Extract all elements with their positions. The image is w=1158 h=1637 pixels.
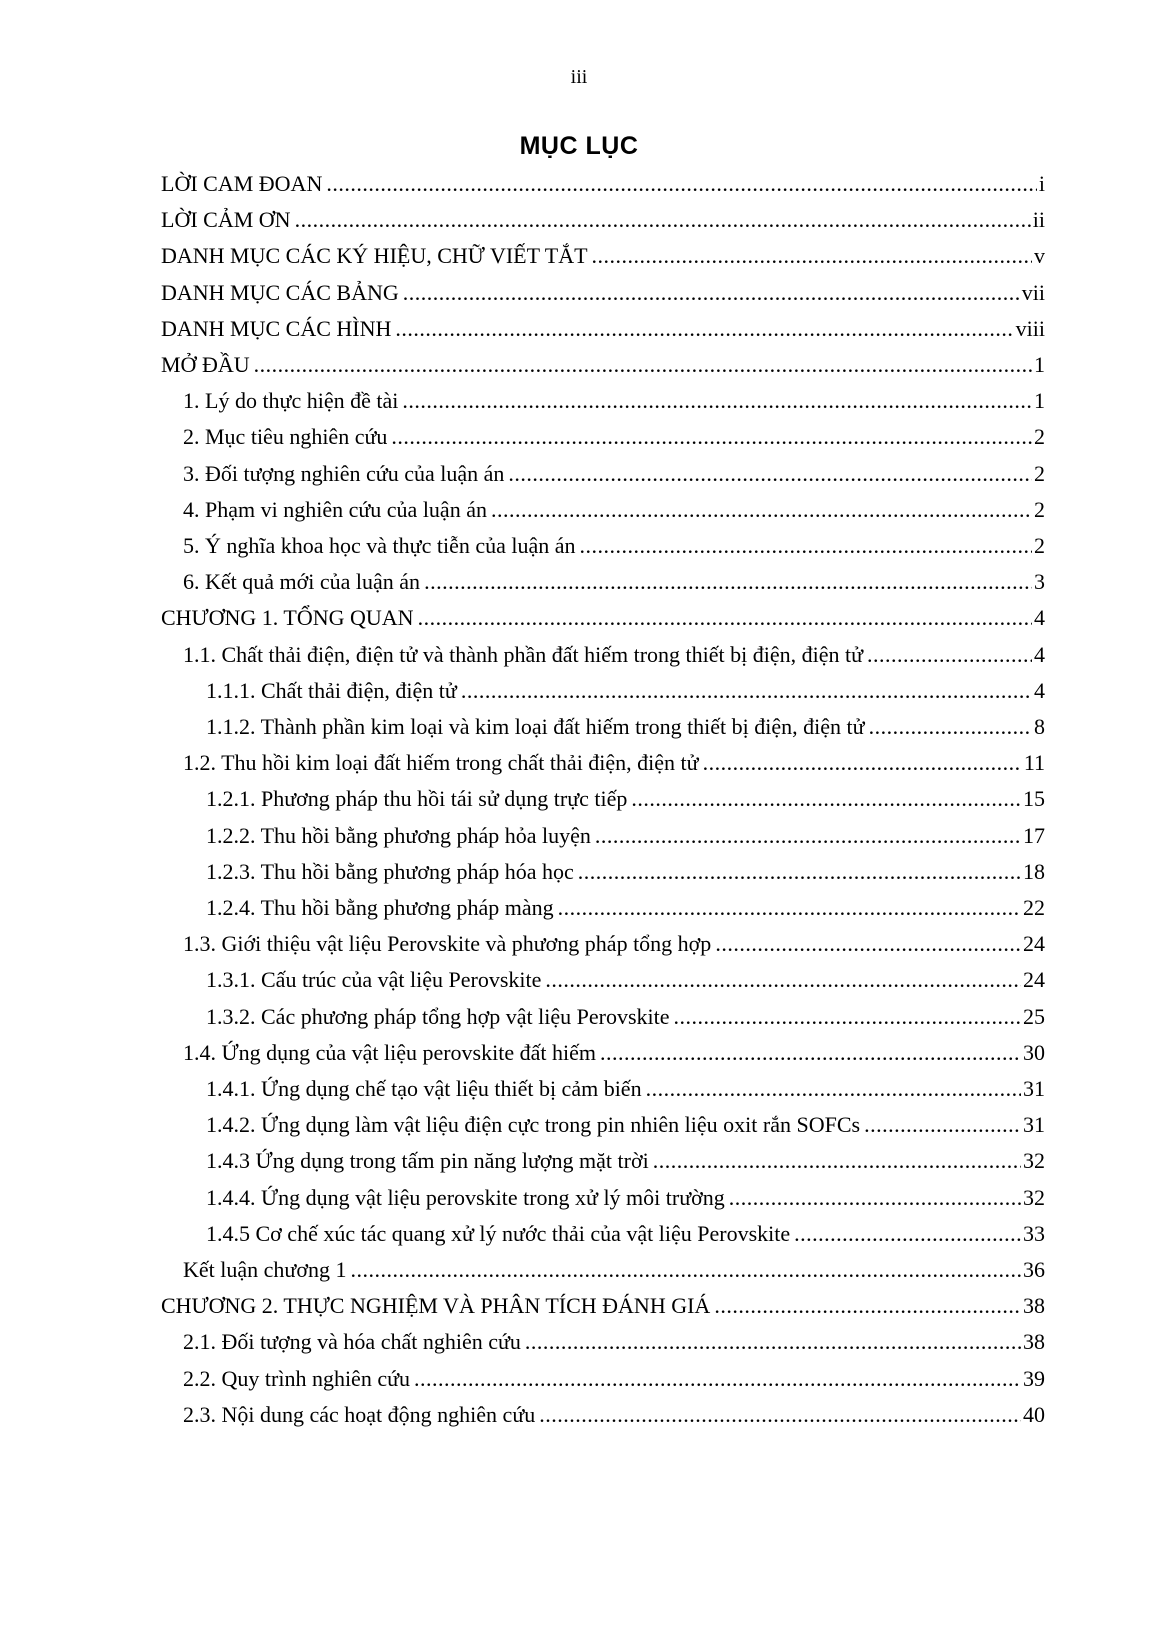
- dot-leader: [391, 421, 1032, 453]
- toc-entry-page: 36: [1023, 1257, 1045, 1282]
- toc-entry-page: 18: [1023, 858, 1045, 884]
- toc-entry[interactable]: [183, 530, 1045, 562]
- dot-leader: [729, 1182, 1021, 1214]
- toc-entry-label: 2.1. Đối tượng và hóa chất nghiên cứu: [183, 1329, 521, 1355]
- page-number: iii: [570, 66, 588, 88]
- dot-leader: [595, 820, 1021, 852]
- toc-entry-label: 1.1. Chất thải điện, điện tử và thành phần đất hiếm trong thiết bị điện, điện tử: [183, 641, 864, 667]
- toc-entry-label: 2.2. Quy trình nghiên cứu: [183, 1365, 411, 1391]
- toc-entry-label: MỞ ĐẦU: [161, 352, 250, 377]
- toc-entry-page: 15: [1023, 786, 1045, 812]
- toc-entry[interactable]: [206, 1073, 1045, 1105]
- dot-leader: [525, 1326, 1021, 1358]
- toc-entry-label: 1.2.4. Thu hồi bằng phương pháp màng: [206, 895, 554, 920]
- toc-entry[interactable]: [161, 313, 1045, 345]
- toc-entry-page: 4: [1034, 677, 1045, 703]
- dot-leader: [508, 458, 1032, 490]
- toc-entry-page: 32: [1023, 1184, 1045, 1210]
- toc-entry-label: 1.4. Ứng dụng của vật liệu perovskite đất hiếm: [183, 1039, 596, 1065]
- toc-entry[interactable]: [206, 892, 1045, 924]
- toc-entry-page: 25: [1023, 1003, 1045, 1029]
- dot-leader: [703, 747, 1022, 779]
- dot-leader: [461, 675, 1032, 707]
- toc-entry[interactable]: [206, 1001, 1045, 1033]
- toc-entry-page: 38: [1023, 1293, 1045, 1319]
- toc-entry-page: 24: [1023, 931, 1045, 957]
- dot-leader: [402, 385, 1032, 417]
- toc-entry[interactable]: [206, 820, 1045, 852]
- dot-leader: [403, 277, 1020, 309]
- dot-leader: [254, 349, 1032, 381]
- dot-leader: [653, 1145, 1021, 1177]
- toc-entry-page: 11: [1023, 750, 1045, 776]
- dot-leader: [631, 783, 1021, 815]
- dot-leader: [395, 313, 1013, 345]
- toc-entry-label: 1.4.1. Ứng dụng chế tạo vật liệu thiết bị cảm biến: [206, 1076, 642, 1101]
- dot-leader: [578, 856, 1021, 888]
- toc-entry[interactable]: [183, 1363, 1045, 1395]
- toc-entry-page: 24: [1023, 967, 1045, 993]
- dot-leader: [418, 602, 1032, 634]
- dot-leader: [867, 639, 1032, 671]
- toc-entry-page: 39: [1023, 1365, 1045, 1391]
- toc-entry-label: 1.2. Thu hồi kim loại đất hiếm trong chất thải điện, điện tử: [183, 750, 699, 776]
- toc-entry-page: 2: [1034, 424, 1045, 450]
- dot-leader: [646, 1073, 1021, 1105]
- toc-entry-page: viii: [1015, 315, 1045, 341]
- toc-entry-label: 1.4.2. Ứng dụng làm vật liệu điện cực trong pin nhiên liệu oxit rắn SOFCs: [206, 1112, 861, 1138]
- dot-leader: [592, 240, 1032, 272]
- toc-entry-label: DANH MỤC CÁC KÝ HIỆU, CHỮ VIẾT TẮT: [161, 243, 588, 269]
- toc-entry-label: 1.1.2. Thành phần kim loại và kim loại đất hiếm trong thiết bị điện, điện tử: [206, 714, 865, 739]
- toc-entry-page: 1: [1034, 388, 1045, 414]
- toc-entry-label: 6. Kết quả mới của luận án: [183, 569, 421, 595]
- page-title: MỤC LỤC: [519, 132, 639, 160]
- toc-entry[interactable]: [183, 566, 1045, 598]
- toc-entry[interactable]: [183, 458, 1045, 490]
- dot-leader: [545, 964, 1021, 996]
- toc-entry-label: 1.1.1. Chất thải điện, điện tử: [206, 677, 457, 703]
- dot-leader: [794, 1218, 1021, 1250]
- dot-leader: [414, 1363, 1021, 1395]
- toc-entry-page: 2: [1034, 460, 1045, 486]
- toc-entry-label: 1.3.1. Cấu trúc của vật liệu Perovskite: [206, 967, 542, 993]
- toc-entry-label: 1.4.4. Ứng dụng vật liệu perovskite trong xử lý môi trường: [206, 1184, 725, 1210]
- toc-entry-page: vii: [1021, 279, 1045, 305]
- toc-entry[interactable]: [206, 1182, 1045, 1214]
- toc-entry[interactable]: [206, 1109, 1045, 1141]
- toc-entry[interactable]: [183, 421, 1045, 453]
- toc-entry[interactable]: [161, 168, 1045, 200]
- toc-entry-label: 1.3. Giới thiệu vật liệu Perovskite và phương pháp tổng hợp: [183, 931, 712, 957]
- dot-leader: [714, 1290, 1021, 1322]
- toc-entry-label: LỜI CAM ĐOAN: [161, 171, 323, 196]
- toc-entry[interactable]: [161, 277, 1045, 309]
- toc-entry-page: 31: [1023, 1076, 1045, 1101]
- toc-entry[interactable]: [183, 747, 1045, 779]
- toc-entry-label: 1.2.3. Thu hồi bằng phương pháp hóa học: [206, 858, 574, 884]
- toc-entry-label: 1.4.3 Ứng dụng trong tấm pin năng lượng mặt trời: [206, 1148, 649, 1174]
- toc-entry-page: 2: [1034, 496, 1045, 522]
- toc-entry-page: 38: [1023, 1329, 1045, 1355]
- toc-entry-page: 31: [1023, 1112, 1045, 1138]
- toc-entry[interactable]: [161, 1290, 1045, 1322]
- dot-leader: [424, 566, 1032, 598]
- toc-entry[interactable]: [206, 711, 1045, 743]
- toc-entry-label: 1.4.5 Cơ chế xúc tác quang xử lý nước thải của vật liệu Perovskite: [206, 1220, 791, 1246]
- toc-entry[interactable]: [183, 494, 1045, 526]
- dot-leader: [326, 168, 1037, 200]
- toc-entry-label: Kết luận chương 1: [183, 1257, 347, 1282]
- toc-entry-page: 3: [1034, 569, 1045, 595]
- toc-entry[interactable]: [183, 639, 1045, 671]
- toc-entry-label: 1. Lý do thực hiện đề tài: [183, 388, 399, 414]
- toc-entry-page: 4: [1034, 641, 1045, 667]
- toc-entry[interactable]: [183, 1037, 1045, 1069]
- dot-leader: [558, 892, 1021, 924]
- toc-entry-page: ii: [1032, 207, 1045, 233]
- toc-entry[interactable]: [206, 964, 1045, 996]
- toc-entry-page: 40: [1023, 1401, 1045, 1427]
- toc-entry-label: 5. Ý nghĩa khoa học và thực tiễn của luận án: [183, 533, 576, 558]
- toc-entry-label: CHƯƠNG 2. THỰC NGHIỆM VÀ PHÂN TÍCH ĐÁNH GIÁ: [161, 1293, 711, 1319]
- toc-entry-page: 30: [1023, 1039, 1045, 1065]
- toc-entry[interactable]: [183, 1399, 1045, 1431]
- toc-entry[interactable]: [206, 1145, 1045, 1177]
- toc-entry[interactable]: [183, 1326, 1045, 1358]
- toc-entry-page: 22: [1023, 895, 1045, 920]
- toc-entry[interactable]: [206, 856, 1045, 888]
- toc-entry-label: 1.2.2. Thu hồi bằng phương pháp hỏa luyện: [206, 822, 591, 848]
- toc-entry[interactable]: [206, 675, 1045, 707]
- dot-leader: [539, 1399, 1021, 1431]
- toc-entry-page: 17: [1023, 822, 1045, 848]
- toc-entry-label: 3. Đối tượng nghiên cứu của luận án: [183, 460, 505, 486]
- toc-entry[interactable]: [161, 204, 1045, 236]
- toc-entry-label: 1.2.1. Phương pháp thu hồi tái sử dụng trực tiếp: [206, 786, 628, 812]
- toc-entry[interactable]: [161, 602, 1045, 634]
- dot-leader: [674, 1001, 1021, 1033]
- toc-entry-label: LỜI CẢM ƠN: [161, 207, 291, 233]
- toc-entry-label: 2. Mục tiêu nghiên cứu: [183, 424, 388, 450]
- toc-entry-page: 1: [1034, 352, 1045, 377]
- toc-entry-page: v: [1034, 243, 1045, 269]
- dot-leader: [350, 1254, 1021, 1286]
- toc-entry[interactable]: [206, 783, 1045, 815]
- dot-leader: [869, 711, 1032, 743]
- toc-entry-label: DANH MỤC CÁC HÌNH: [161, 315, 392, 341]
- toc-entry-label: 2.3. Nội dung các hoạt động nghiên cứu: [183, 1401, 536, 1427]
- toc-entry-page: 32: [1023, 1148, 1045, 1174]
- toc-entry-page: 33: [1023, 1220, 1045, 1246]
- dot-leader: [295, 204, 1031, 236]
- dot-leader: [715, 928, 1021, 960]
- toc-entry-page: 8: [1034, 714, 1045, 739]
- toc-entry-page: 2: [1034, 533, 1045, 558]
- toc-entry[interactable]: [161, 349, 1045, 381]
- dot-leader: [491, 494, 1032, 526]
- toc-entry-label: 1.3.2. Các phương pháp tổng hợp vật liệu Perovskite: [206, 1003, 670, 1029]
- toc-entry-label: DANH MỤC CÁC BẢNG: [161, 279, 399, 305]
- toc-entry[interactable]: [183, 1254, 1045, 1286]
- toc-entry[interactable]: [206, 1218, 1045, 1250]
- dot-leader: [580, 530, 1032, 562]
- toc-entry[interactable]: [161, 240, 1045, 272]
- dot-leader: [864, 1109, 1021, 1141]
- toc-entry-label: 4. Phạm vi nghiên cứu của luận án: [183, 496, 487, 522]
- toc-entry-page: 4: [1034, 605, 1045, 631]
- toc-entry-label: CHƯƠNG 1. TỔNG QUAN: [161, 605, 414, 631]
- toc-entry[interactable]: [183, 928, 1045, 960]
- dot-leader: [600, 1037, 1021, 1069]
- toc-entry[interactable]: [183, 385, 1045, 417]
- toc-entry-page: i: [1038, 171, 1045, 196]
